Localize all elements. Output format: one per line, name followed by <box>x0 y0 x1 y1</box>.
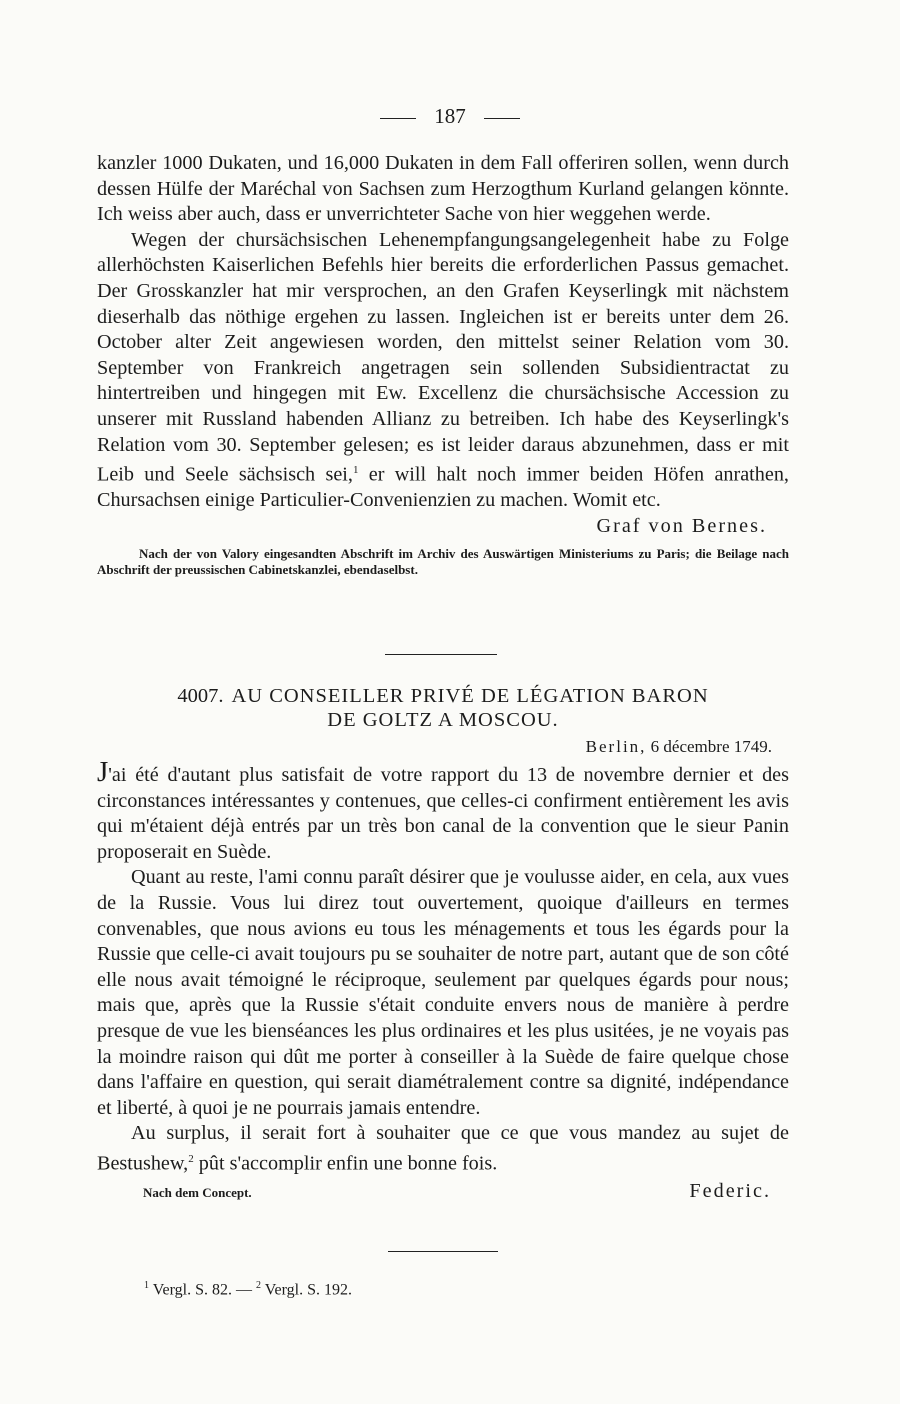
letter-heading: 4007. AU CONSEILLER PRIVÉ DE LÉGATION BARON DE GOLTZ A MOSCOU. <box>177 685 709 731</box>
paragraph: Wegen der chursächsischen Lehenempfangungsangelegenheit habe zu Folge allerhöchsten Kaiserlichen Befehls hier bereits die erforderlichen Passus gemachet. Der Grosskanzler hat mir versprochen, an den Grafen Keyserlingk mit nächstem dieserhalb das nöthige ergehen zu lassen. Ingleichen ist er bereits unter dem 26. October alter Zeit angewiesen worden, den mittelst seiner Relation vom 30. September von Frankreich angetragen sein sollenden Subsidientractat zu hintertreiben und hingegen mit Ew. Excellenz die chursächsische Accession zu unserer mit Russland habenden Allianz zu betreiben. Ich habe des Keyserlingk's Relation vom 30. September gelesen; es ist leider daraus abzunehmen, dass er mit Leib und Seele sächsisch sei,$^1$ er will halt noch immer beiden Höfen anrathen, Chursachsen einige Particulier-Convenienzien zu machen. Womit etc. <box>97 228 789 512</box>
source-note: Nach dem Concept. <box>143 1185 252 1201</box>
paragraph: Au surplus, il serait fort à souhaiter que ce que vous mandez au sujet de Bestushew,$^2$ pût s'accomplir enfin une bonne fois. <box>97 1122 789 1175</box>
footnote-ref: 2 <box>188 1152 194 1165</box>
page-number: 187 <box>0 104 900 129</box>
footnote-ref: 1 <box>352 464 359 477</box>
paragraph: Quant au reste, l'ami connu paraît désirer que je voulusse aider, en cela, aux vues de la Russie. Vous lui direz tout ouvertement, quoique d'ailleurs en termes convenables, que nous avions eu tous les ménagements et tous les égards pour la Russie que celle-ci avait toujours pu se souhaiter de notre part, autant que de son côté elle nous avait témoigné le réciproque, seulement par quelques égards pour nous; mais que, après que la Russie s'était conduite envers nous de manière à perdre presque de vue les bienséances les plus ordinaires et les plus usitées, je ne voyais pas la moindre raison qui dût me porter à conseiller à la Suède de faire quelque chose dans l'affaire en question, qui serait diamétralement contre sa dignité, indépendance et liberté, à quoi je ne pourrais jamais entendre. <box>97 866 789 1119</box>
separator-rule <box>388 1251 498 1252</box>
letter-body <box>97 756 789 1206</box>
paragraph: kanzler 1000 Dukaten, und 16,000 Dukaten in dem Fall offeriren sollen, wenn durch dessen Hülfe der Maréchal von Sachsen zum Herzogthum Kurland gelangen könnte. Ich weiss aber auch, dass er unverrichteter Sache von hier weggehen werde. <box>97 152 789 226</box>
signature: Federic. <box>689 1180 771 1203</box>
footnotes: $^1$ Vergl. S. 82. — $^2$ Vergl. S. 192. <box>144 1280 352 1299</box>
source-note: Nach der von Valory eingesandten Abschrift im Archiv des Auswärtigen Ministeriums zu Paris; die Beilage nach Abschrift der preussischen Cabinetskanzlei, ebendaselbst. <box>97 545 789 577</box>
signature: Graf von Bernes. <box>596 515 767 538</box>
paragraph: J'ai été d'autant plus satisfait de votre rapport du 13 de novembre dernier et des circonstances intéressantes y contenues, que celles-ci confirment entièrement les avis qui m'étaient déjà entrés par un très bon canal de la convention que le sieur Panin proposerait en Suède. <box>97 756 789 863</box>
drop-cap: J <box>97 756 109 788</box>
separator-rule <box>385 654 497 655</box>
dateline: Berlin, 6 décembre 1749. <box>585 737 772 756</box>
continuation-text <box>97 151 789 578</box>
